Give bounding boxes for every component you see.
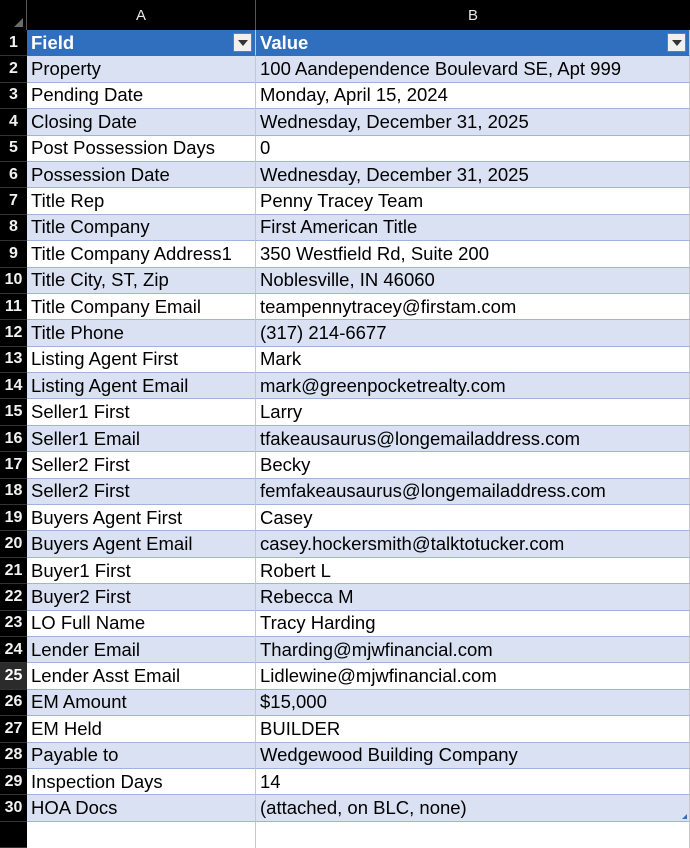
value-cell[interactable]: Mark [256,347,690,373]
table-row [0,716,690,742]
field-cell[interactable]: Inspection Days [27,769,256,795]
table-row [0,531,690,557]
row-header[interactable]: 17 [0,452,27,478]
row-header[interactable]: 26 [0,690,27,716]
table-row [0,162,690,188]
field-cell[interactable]: Title Company Address1 [27,241,256,267]
filter-dropdown-icon [672,40,682,46]
value-cell[interactable]: Larry [256,399,690,425]
column-header-b[interactable]: B [467,6,478,24]
value-cell[interactable]: Rebecca M [256,584,690,610]
cell-grid [0,30,690,848]
field-cell[interactable]: EM Amount [27,690,256,716]
value-cell[interactable]: 350 Westfield Rd, Suite 200 [256,241,690,267]
table-row [0,347,690,373]
row-header[interactable]: 21 [0,558,27,584]
field-cell[interactable]: Title Company Email [27,294,256,320]
table-row [0,743,690,769]
row-header[interactable]: 28 [0,743,27,769]
table-header-row [0,30,690,56]
field-cell[interactable]: Property [27,56,256,82]
field-cell[interactable]: Title Rep [27,188,256,214]
field-cell[interactable]: Closing Date [27,109,256,135]
field-cell[interactable]: Seller1 Email [27,426,256,452]
field-cell[interactable]: Buyers Agent First [27,505,256,531]
field-cell[interactable]: Title City, ST, Zip [27,268,256,294]
table-row [0,56,690,82]
value-cell[interactable]: Noblesville, IN 46060 [256,268,690,294]
field-cell[interactable]: Buyer2 First [27,584,256,610]
value-cell[interactable]: First American Title [256,215,690,241]
row-header[interactable]: 5 [0,136,27,162]
table-row [0,690,690,716]
field-cell[interactable]: Possession Date [27,162,256,188]
value-cell[interactable]: Monday, April 15, 2024 [256,83,690,109]
header-cell-value[interactable] [256,30,690,56]
table-row [0,558,690,584]
header-value-label: Value [260,31,309,53]
value-cell[interactable]: 14 [256,769,690,795]
row-header-1[interactable]: 1 [0,30,27,56]
field-cell[interactable]: LO Full Name [27,611,256,637]
table-row [0,188,690,214]
empty-row [0,822,690,848]
field-cell[interactable]: Post Possession Days [27,136,256,162]
table-row [0,109,690,135]
row-header[interactable]: 13 [0,347,27,373]
table-row [0,294,690,320]
table-row [0,663,690,689]
field-cell[interactable]: Title Company [27,215,256,241]
field-cell[interactable]: Lender Asst Email [27,663,256,689]
row-header[interactable]: 14 [0,373,27,399]
select-all-corner[interactable] [0,0,27,30]
row-header[interactable]: 3 [0,83,27,109]
filter-dropdown-icon [238,40,248,46]
row-header[interactable]: 25 [0,663,27,689]
table-row [0,399,690,425]
value-cell[interactable]: mark@greenpocketrealty.com [256,373,690,399]
value-cell[interactable]: Becky [256,452,690,478]
value-cell[interactable]: 0 [256,136,690,162]
field-filter-button[interactable] [233,33,252,52]
row-header[interactable]: 30 [0,795,27,821]
column-header-bar [0,0,690,30]
table-resize-handle-icon[interactable] [682,814,687,819]
header-cell-field[interactable] [27,30,256,56]
field-cell[interactable]: Listing Agent Email [27,373,256,399]
table-row [0,769,690,795]
field-cell[interactable]: Listing Agent First [27,347,256,373]
table-row [0,215,690,241]
value-cell[interactable]: $15,000 [256,690,690,716]
table-row [0,136,690,162]
table-row [0,83,690,109]
select-all-triangle-icon [14,18,23,27]
value-cell[interactable]: Tracy Harding [256,611,690,637]
row-header[interactable]: 27 [0,716,27,742]
value-cell[interactable]: (attached, on BLC, none) [256,795,690,821]
value-cell[interactable]: Wednesday, December 31, 2025 [256,162,690,188]
row-header[interactable]: 22 [0,584,27,610]
table-row [0,505,690,531]
row-header[interactable]: 16 [0,426,27,452]
value-cell[interactable]: BUILDER [256,716,690,742]
row-header[interactable]: 7 [0,188,27,214]
field-cell[interactable]: Seller2 First [27,452,256,478]
field-cell[interactable]: Buyer1 First [27,558,256,584]
field-cell[interactable]: Seller2 First [27,479,256,505]
field-cell[interactable]: HOA Docs [27,795,256,821]
value-filter-button[interactable] [667,33,686,52]
empty-cell[interactable] [256,822,690,848]
table-row [0,795,690,821]
row-header[interactable]: 8 [0,215,27,241]
row-header[interactable]: 2 [0,56,27,82]
value-cell[interactable]: femfakeausaurus@longemailaddress.com [256,479,690,505]
table-row [0,452,690,478]
value-cell[interactable]: Casey [256,505,690,531]
table-row [0,320,690,346]
column-header-a[interactable]: A [27,0,256,30]
table-row [0,241,690,267]
value-cell[interactable]: Wednesday, December 31, 2025 [256,109,690,135]
row-header[interactable]: 29 [0,769,27,795]
row-header[interactable]: 6 [0,162,27,188]
table-row [0,479,690,505]
table-row [0,611,690,637]
row-header[interactable]: 15 [0,399,27,425]
table-row [0,268,690,294]
field-cell[interactable]: Payable to [27,743,256,769]
value-cell[interactable]: (317) 214-6677 [256,320,690,346]
field-cell[interactable]: Seller1 First [27,399,256,425]
field-cell[interactable]: Pending Date [27,83,256,109]
value-cell[interactable]: casey.hockersmith@talktotucker.com [256,531,690,557]
value-cell[interactable]: 100 Aandependence Boulevard SE, Apt 999 [256,56,690,82]
row-header[interactable]: 12 [0,320,27,346]
value-cell[interactable]: Wedgewood Building Company [256,743,690,769]
table-row [0,584,690,610]
table-row [0,637,690,663]
row-header[interactable]: 9 [0,241,27,267]
row-header[interactable]: 11 [0,294,27,320]
row-header-empty[interactable] [0,822,27,848]
row-header[interactable]: 18 [0,479,27,505]
row-header[interactable]: 10 [0,268,27,294]
empty-cell[interactable] [27,822,256,848]
row-header[interactable]: 23 [0,611,27,637]
field-cell[interactable]: EM Held [27,716,256,742]
field-cell[interactable]: Title Phone [27,320,256,346]
header-field-label: Field [31,31,75,53]
value-cell[interactable]: teampennytracey@firstam.com [256,294,690,320]
value-cell[interactable]: Robert L [256,558,690,584]
row-header[interactable]: 19 [0,505,27,531]
row-header[interactable]: 24 [0,637,27,663]
field-cell[interactable]: Lender Email [27,637,256,663]
table-row [0,426,690,452]
row-header[interactable]: 4 [0,109,27,135]
value-cell[interactable]: Penny Tracey Team [256,188,690,214]
value-cell[interactable]: Tharding@mjwfinancial.com [256,637,690,663]
value-cell[interactable]: Lidlewine@mjwfinancial.com [256,663,690,689]
field-cell[interactable]: Buyers Agent Email [27,531,256,557]
table-row [0,373,690,399]
row-header[interactable]: 20 [0,531,27,557]
value-cell[interactable]: tfakeausaurus@longemailaddress.com [256,426,690,452]
